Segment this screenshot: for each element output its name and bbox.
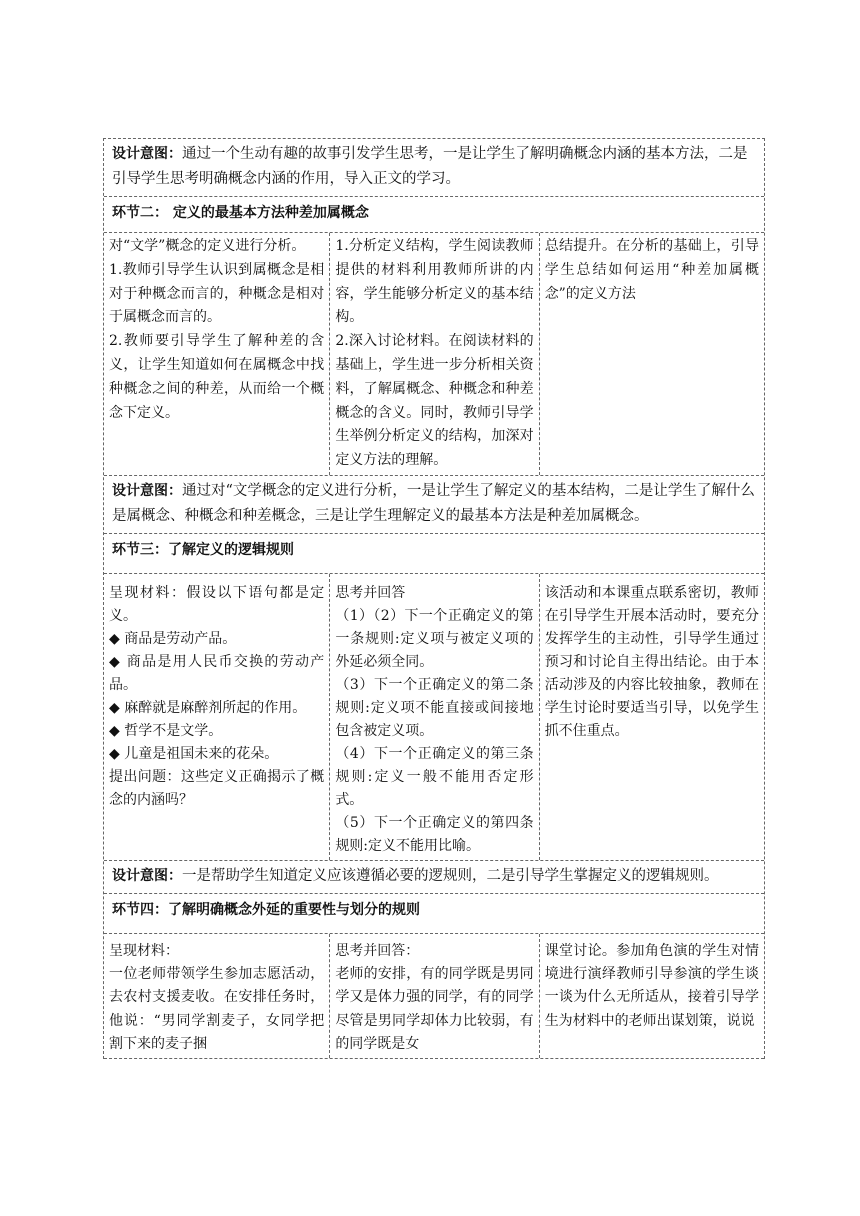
text-line: 该活动和本课重点联系密切，教师在引导学生开展本活动时，要充分发挥学生的主动性，引导学生通过预习和讨论自主得出结论。由于本活动涉及的内容比较抽象，教师在学生讨论时要适当引导，以免学生抓不住重点。 — [544, 584, 759, 739]
text-line: 提出问题：这些定义正确揭示了概念的内涵吗？ — [109, 768, 325, 808]
design-intent-3 — [104, 861, 764, 894]
design-intent-label: 设计意图： — [112, 146, 182, 162]
list-item: ◆ 商品是劳动产品。 — [109, 630, 237, 647]
text-line: 老师的安排，有的同学既是男同学又是体力强的同学，有的同学尽管是男同学却体力比较弱，有的同学既是女 — [335, 966, 534, 1052]
text-line: 1.教师引导学生认识到属概念是相对于种概念而言的，种概念是相对于属概念而言的。 — [109, 261, 325, 326]
section-3-row — [104, 574, 764, 861]
student-activity-cell — [330, 233, 539, 475]
list-item: ◆ 麻醉就是麻醉剂所起的作用。 — [109, 699, 307, 716]
design-intent-1 — [104, 139, 764, 197]
text-line: 2.深入讨论材料。在阅读材料的基础上，学生进一步分析相关资料，了解属概念、种概念和种差概念的含义。同时，教师引导学生举例分析定义的结构，加深对定义方法的理解。 — [335, 333, 534, 469]
text-line: 思考并回答： — [335, 942, 420, 959]
text-line: （1）（2）下一个正确定义的第一条规则:定义项与被定义项的外延必须全同。 — [335, 607, 534, 670]
text-line: 思考并回答 — [335, 584, 406, 601]
section-4-title: 环节四：了解明确概念外延的重要性与划分的规则 — [104, 894, 764, 934]
text-line: 对“文学”概念的定义进行分析。 — [109, 238, 306, 254]
lesson-plan-table — [103, 138, 765, 1059]
text-line: 总结提升。在分析的基础上，引导学生总结如何运用“种差加属概念”的定义方法 — [544, 238, 759, 302]
text-line: 2.教师要引导学生了解种差的含义，让学生知道如何在属概念中找种概念之间的种差，从而给一个概念下定义。 — [109, 333, 325, 421]
design-intent-text: 通过对“文学概念的定义进行分析，一是让学生了解定义的基本结构，二是让学生了解什么是属概念、种概念和种差概念，三是让学生理解定义的最基本方法是种差加属概念。 — [112, 482, 755, 524]
list-item: ◆ 儿童是祖国未来的花朵。 — [109, 745, 279, 762]
text-line: （3）下一个正确定义的第二条规则:定义项不能直接或间接地包含被定义项。 — [335, 676, 534, 739]
text-line: 课堂讨论。参加角色演的学生对情境进行演绎教师引导参演的学生谈一谈为什么无所适从，接着引导学生为材料中的老师出谋划策，说说 — [544, 942, 759, 1029]
text-line: 呈现材料：假设以下语句都是定义。 — [109, 584, 325, 624]
design-note-cell — [540, 233, 764, 475]
section-2-title: 环节二： 定义的最基本方法种差加属概念 — [104, 197, 764, 233]
table-body — [103, 138, 765, 1059]
teacher-activity-cell — [104, 233, 330, 475]
design-note-cell — [540, 934, 764, 1058]
text-line: （5）下一个正确定义的第四条规则:定义不能用比喻。 — [335, 814, 534, 854]
student-activity-cell — [330, 934, 539, 1058]
section-3-title: 环节三：了解定义的逻辑规则 — [104, 534, 764, 574]
design-intent-text: 一是帮助学生知道定义应该遵循必要的逻规则，二是引导学生掌握定义的逻辑规则。 — [182, 867, 719, 884]
design-intent-text: 通过一个生动有趣的故事引发学生思考，一是让学生了解明确概念内涵的基本方法，二是引导学生思考明确概念内涵的作用，导入正文的学习。 — [112, 146, 748, 187]
text-line: 呈现材料： — [109, 942, 179, 959]
design-intent-label: 设计意图： — [112, 482, 182, 499]
design-note-cell — [540, 574, 764, 860]
section-2-row — [104, 233, 764, 476]
text-line: （4）下一个正确定义的第三条规则:定义一般不能用否定形式。 — [335, 745, 534, 808]
design-intent-2 — [104, 476, 764, 534]
list-item: ◆ 商品是用人民币交换的劳动产品。 — [109, 653, 325, 693]
section-4-row — [104, 934, 764, 1059]
student-activity-cell — [330, 574, 539, 860]
teacher-activity-cell — [104, 934, 330, 1058]
teacher-activity-cell — [104, 574, 330, 860]
list-item: ◆ 哲学不是文学。 — [109, 722, 223, 739]
text-line: 一位老师带领学生参加志愿活动，去农村支援麦收。在安排任务时，他说：“男同学割麦子，女同学把割下来的麦子捆 — [109, 966, 325, 1052]
text-line: 1.分析定义结构，学生阅读教师提供的材料利用教师所讲的内容，学生能够分析定义的基本结构。 — [335, 238, 534, 326]
design-intent-label: 设计意图： — [112, 867, 182, 884]
